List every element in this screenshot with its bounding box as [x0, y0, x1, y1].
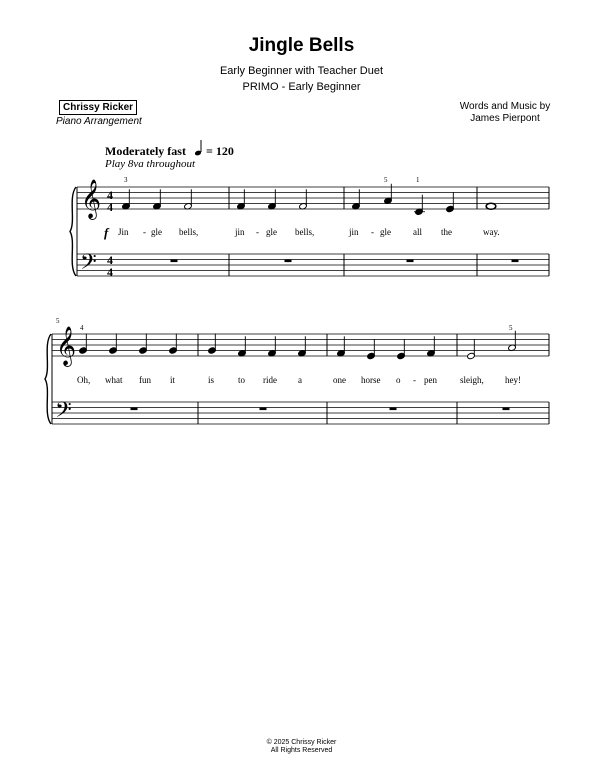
whole-rest [407, 260, 414, 263]
time-sig-treble-bottom: 4 [107, 200, 113, 214]
bass-clef-icon: 𝄢 [80, 250, 97, 280]
fingering-m3a: 5 [384, 176, 388, 184]
grand-staff-brace [70, 187, 76, 276]
lyric-hyphen: - [143, 227, 146, 237]
lyric: gle [380, 227, 391, 237]
composer-line-2: James Pierpont [470, 113, 540, 124]
whole-rest [390, 408, 397, 411]
lyric: jin [349, 227, 359, 237]
treble-clef-icon: 𝄞 [81, 179, 102, 219]
lyric: a [298, 375, 302, 385]
measure-number: 5 [56, 317, 60, 325]
lyric-hyphen: - [413, 375, 416, 385]
subtitle-level: Early Beginner with Teacher Duet [219, 65, 384, 77]
lyric: bells, [179, 227, 199, 237]
whole-rest [260, 408, 267, 411]
whole-rest [503, 408, 510, 411]
rights-line: All Rights Reserved [270, 747, 333, 754]
song-title: Jingle Bells [248, 35, 355, 56]
lyric: Oh, [77, 375, 91, 385]
lyric: the [441, 227, 452, 237]
whole-rest [171, 260, 178, 263]
fingering-m5: 4 [80, 324, 84, 332]
whole-rest [285, 260, 292, 263]
dynamic-forte: f [104, 225, 109, 240]
lyric-hyphen: - [256, 227, 259, 237]
treble-clef-icon: 𝄞 [56, 326, 77, 366]
copyright-line: © 2025 Chrissy Ricker [266, 739, 337, 746]
lyric: all [413, 227, 422, 237]
lyric: what [105, 375, 123, 385]
lyric: to [238, 375, 246, 385]
subtitle-part: PRIMO - Early Beginner [242, 81, 361, 93]
arranger-role: Piano Arrangement [56, 116, 142, 127]
lyrics-system-2 [77, 375, 521, 385]
copyright-footer [0, 739, 603, 755]
fingering-m1: 3 [124, 176, 128, 184]
lyric: sleigh, [460, 375, 484, 385]
lyric: Jin [118, 227, 129, 237]
tempo-text: Moderately fast [105, 144, 186, 158]
lyric: gle [151, 227, 162, 237]
time-sig-bass-top: 4 [107, 253, 113, 267]
lyric: one [333, 375, 346, 385]
lyric: gle [266, 227, 277, 237]
lyric: is [208, 375, 215, 385]
whole-rest [512, 260, 519, 263]
lyric: it [170, 375, 176, 385]
lyric: hey! [505, 375, 521, 385]
whole-rest [131, 408, 138, 411]
tempo-value: = 120 [205, 144, 234, 158]
bass-clef-icon: 𝄢 [55, 398, 72, 428]
whole-note [486, 203, 496, 209]
lyric: bells, [295, 227, 315, 237]
lyric: pen [424, 375, 437, 385]
fingering-m8: 5 [509, 324, 513, 332]
time-sig-treble-top: 4 [107, 188, 113, 202]
fingering-m3b: 1 [416, 176, 420, 184]
lyric: way. [483, 227, 500, 237]
lyric: horse [361, 375, 381, 385]
composer-line-1: Words and Music by [459, 101, 551, 112]
lyrics-system-1 [118, 227, 500, 237]
performance-instruction: Play 8va throughout [105, 158, 196, 170]
arranger-name: Chrissy Ricker [59, 100, 137, 115]
grand-staff-brace [45, 334, 51, 424]
tempo-note-glyph [194, 140, 202, 156]
lyric-hyphen: - [371, 227, 374, 237]
lyric: ride [263, 375, 277, 385]
lyric: fun [139, 375, 151, 385]
lyric: jin [235, 227, 245, 237]
lyric: o [396, 375, 401, 385]
time-sig-bass-bottom: 4 [107, 265, 113, 279]
